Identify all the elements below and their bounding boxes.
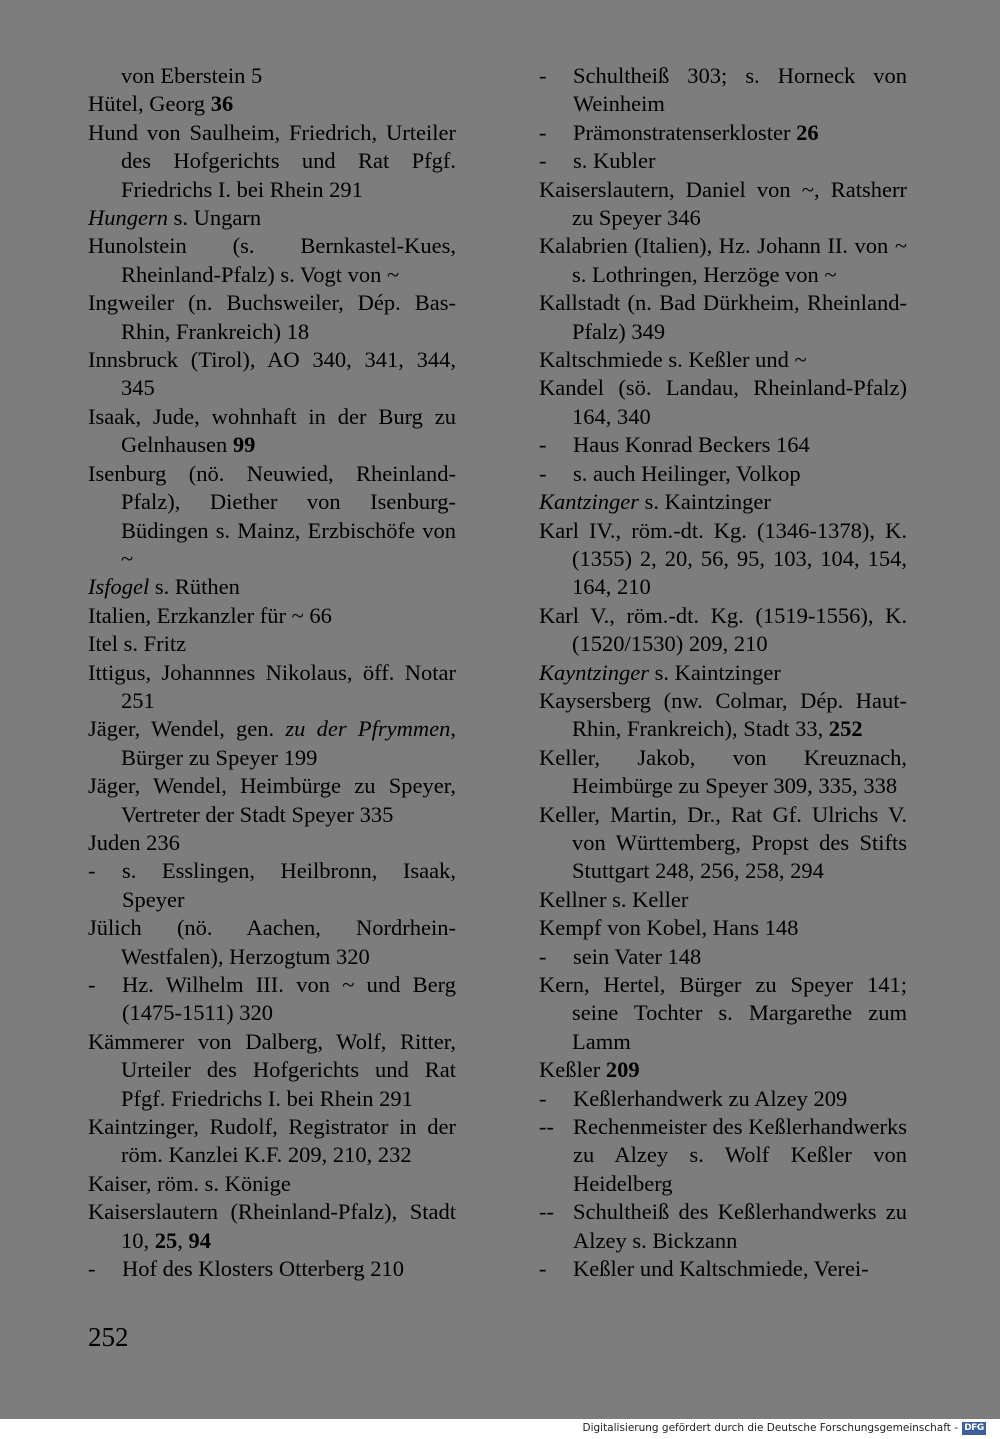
bold-page-ref: 99: [232, 432, 256, 458]
italic-term: zu der Pfrymmen: [285, 716, 451, 742]
entry-text: Kalabrien (Italien), Hz. Johann II. von ~ s. Lothringen, Herzöge von ~: [539, 233, 907, 287]
index-entry: [88, 573, 456, 601]
entry-text: Hof des Klosters Otterberg 210: [122, 1256, 405, 1282]
index-entry: [88, 659, 456, 716]
entry-text: Kaltschmiede s. Keßler und ~: [539, 347, 807, 373]
entry-text: Ingweiler (n. Buchsweiler, Dép. Bas-Rhin, Frankreich) 18: [88, 290, 456, 344]
subentry-dash: -: [88, 1256, 96, 1282]
subentry-dash: -: [88, 972, 96, 997]
index-entry: [539, 687, 907, 744]
index-subentry: [539, 1085, 907, 1113]
index-entry: [88, 289, 456, 346]
entry-text: s. Rüthen: [149, 574, 240, 600]
entry-text: Keßler und Kaltschmiede, Verei-: [573, 1256, 869, 1282]
entry-text: Karl IV., röm.-dt. Kg. (1346-1378), K. (1355) 2, 20, 56, 95, 103, 104, 154, 164, 210: [539, 517, 907, 600]
index-entry: [88, 232, 456, 289]
italic-term: Kayntzinger: [539, 659, 649, 685]
index-subentry: [88, 1255, 456, 1283]
index-subentry: [539, 119, 907, 147]
entry-text: Kellner s. Keller: [539, 886, 689, 912]
index-entry: [88, 602, 456, 630]
subentry-dash: -: [539, 148, 547, 174]
index-entry: [88, 630, 456, 658]
index-entry: [539, 346, 907, 374]
entry-text: Itel s. Fritz: [88, 631, 187, 657]
entry-text: Kaintzinger, Rudolf, Registrator in der röm. Kanzlei K.F. 209, 210, 232: [88, 1114, 456, 1168]
index-entry: [88, 829, 456, 857]
entry-text: ,: [177, 1227, 189, 1253]
entry-text: Kaiser, röm. s. Könige: [88, 1170, 291, 1196]
entry-text: Rechenmeister des Keßlerhandwerks zu Alzey s. Wolf Keßler von Heidelberg: [573, 1114, 907, 1196]
index-entry: [539, 886, 907, 914]
entry-text: Hund von Saulheim, Friedrich, Urteiler des Hofgerichts und Rat Pfgf. Friedrichs I. bei Rhein 291: [88, 119, 456, 202]
index-entry: [539, 744, 907, 801]
entry-text: Ittigus, Johannnes Nikolaus, öff. Notar 251: [88, 659, 456, 713]
entry-text: Kandel (sö. Landau, Rheinland-Pfalz) 164, 340: [539, 375, 907, 429]
italic-term: Isfogel: [88, 574, 150, 600]
index-subentry: [88, 971, 456, 1028]
index-entry: [88, 1198, 456, 1255]
index-entry: [539, 914, 907, 942]
subentry-dash: -: [539, 460, 547, 486]
index-entry: [88, 715, 456, 772]
entry-text: Hunolstein (s. Bernkastel-Kues, Rheinland-Pfalz) s. Vogt von ~: [88, 233, 456, 287]
entry-text: Kempf von Kobel, Hans 148: [539, 915, 799, 941]
index-entry: [539, 602, 907, 659]
index-subentry: [539, 1113, 907, 1198]
index-entry: [539, 801, 907, 886]
subentry-dash: --: [539, 1114, 554, 1140]
dfg-logo-icon: DFG: [962, 1422, 986, 1435]
index-entry: [88, 204, 456, 232]
entry-text: Juden 236: [88, 829, 180, 855]
entry-text: Jülich (nö. Aachen, Nordrhein-Westfalen), Herzogtum 320: [88, 915, 456, 969]
subentry-dash: -: [539, 119, 547, 145]
index-subentry: [539, 1255, 907, 1283]
entry-text: von Eberstein 5: [121, 63, 263, 88]
italic-term: Hungern: [88, 205, 168, 231]
entry-text: s. auch Heilinger, Volkop: [573, 460, 801, 486]
entry-text: s. Kubler: [573, 148, 656, 174]
entry-text: Keßlerhandwerk zu Alzey 209: [573, 1085, 848, 1111]
entry-text: Keller, Jakob, von Kreuznach, Heimbürge zu Speyer 309, 335, 338: [539, 744, 907, 799]
index-subentry: [539, 62, 907, 119]
subentry-dash: -: [539, 63, 547, 88]
entry-text: s. Ungarn: [168, 205, 262, 231]
bold-page-ref: 26: [796, 119, 819, 145]
index-entry: [88, 772, 456, 829]
entry-text: Innsbruck (Tirol), AO 340, 341, 344, 345: [88, 347, 456, 401]
index-entry: [88, 403, 456, 460]
index-entry: [88, 1113, 456, 1170]
subentry-dash: -: [88, 858, 96, 884]
page-number: 252: [88, 1322, 129, 1352]
index-subentry: [539, 431, 907, 459]
index-subentry: [539, 1198, 907, 1255]
italic-term: Kantzinger: [539, 489, 640, 515]
entry-text: s. Kaintzinger: [639, 489, 771, 515]
entry-text: Kern, Hertel, Bürger zu Speyer 141; seine Tochter s. Margarethe zum Lamm: [539, 972, 907, 1054]
entry-text: Jäger, Wendel, Heimbürge zu Speyer, Vertreter der Stadt Speyer 335: [88, 773, 456, 827]
subentry-dash: -: [539, 943, 547, 969]
entry-text: Kaiserslautern (Rheinland-Pfalz), Stadt 10,: [88, 1199, 456, 1253]
index-entry: [539, 971, 907, 1056]
entry-text: Jäger, Wendel, gen.: [88, 716, 286, 742]
entry-text: Isaak, Jude, wohnhaft in der Burg zu Gelnhausen: [88, 403, 456, 458]
entry-text: Keller, Martin, Dr., Rat Gf. Ulrichs V. von Württemberg, Propst des Stifts Stuttgart 248, 256, 258, 294: [539, 801, 907, 884]
entry-text: Isenburg (nö. Neuwied, Rheinland-Pfalz), Diether von Isenburg-Büdingen s. Mainz, Erzbischöfe von ~: [88, 460, 456, 571]
entry-text: Karl V., röm.-dt. Kg. (1519-1556), K. (1520/1530) 209, 210: [539, 602, 907, 657]
entry-text: Kämmerer von Dalberg, Wolf, Ritter, Urteiler des Hofgerichts und Rat Pfgf. Friedrichs I. bei Rhein 291: [88, 1028, 456, 1111]
entry-text: Prämonstratenserkloster: [573, 119, 797, 145]
entry-text: Kaysersberg (nw. Colmar, Dép. Haut-Rhin, Frankreich), Stadt 33,: [539, 687, 907, 742]
index-entry: [88, 460, 456, 574]
bold-page-ref: 36: [210, 91, 234, 117]
entry-text: Hz. Wilhelm III. von ~ und Berg (1475-1511) 320: [122, 972, 456, 1026]
index-subentry: [88, 857, 456, 914]
entry-text: Haus Konrad Beckers 164: [573, 432, 810, 458]
entry-text: Kallstadt (n. Bad Dürkheim, Rheinland-Pfalz) 349: [539, 290, 907, 344]
funding-credit: Digitalisierung gefördert durch die Deutsche Forschungsgemeinschaft -: [582, 1422, 958, 1434]
entry-text: Hütel, Georg: [88, 91, 211, 117]
index-column-left: [88, 62, 456, 1283]
index-subentry: [539, 943, 907, 971]
index-entry: [88, 346, 456, 403]
index-entry: [88, 1028, 456, 1113]
index-entry: [539, 517, 907, 602]
index-subentry: [539, 147, 907, 175]
bold-page-ref: 252: [828, 716, 863, 742]
bold-page-ref: 25: [154, 1227, 178, 1253]
index-entry: [88, 914, 456, 971]
index-entry: [539, 232, 907, 289]
subentry-dash: -: [539, 432, 547, 458]
index-entry: [539, 1056, 907, 1084]
entry-text: Schultheiß 303; s. Horneck von Weinheim: [573, 63, 907, 117]
digitization-footer: [0, 1419, 1000, 1439]
entry-text: sein Vater 148: [573, 943, 702, 969]
subentry-dash: --: [539, 1199, 554, 1225]
subentry-dash: -: [539, 1256, 547, 1282]
index-entry: [539, 488, 907, 516]
index-column-right: [539, 62, 907, 1283]
index-subentry: [539, 460, 907, 488]
index-entry: [88, 90, 456, 118]
index-entry: [539, 659, 907, 687]
entry-text: s. Kaintzinger: [649, 659, 781, 685]
entry-text: , Bürger zu Speyer 199: [121, 716, 456, 770]
bold-page-ref: 209: [605, 1057, 640, 1083]
subentry-dash: -: [539, 1085, 547, 1111]
index-entry: [88, 1170, 456, 1198]
index-entry: [539, 374, 907, 431]
bold-page-ref: 94: [188, 1227, 211, 1253]
entry-text: Italien, Erzkanzler für ~ 66: [88, 602, 332, 628]
entry-text: Kaiserslautern, Daniel von ~, Ratsherr zu Speyer 346: [539, 176, 907, 231]
index-entry: [539, 289, 907, 346]
index-entry: [539, 176, 907, 233]
index-entry: [88, 119, 456, 204]
entry-text: Keßler: [539, 1057, 606, 1083]
index-entry: [88, 62, 456, 90]
entry-text: Schultheiß des Keßlerhandwerks zu Alzey s. Bickzann: [573, 1199, 907, 1253]
entry-text: s. Esslingen, Heilbronn, Isaak, Speyer: [122, 858, 456, 912]
